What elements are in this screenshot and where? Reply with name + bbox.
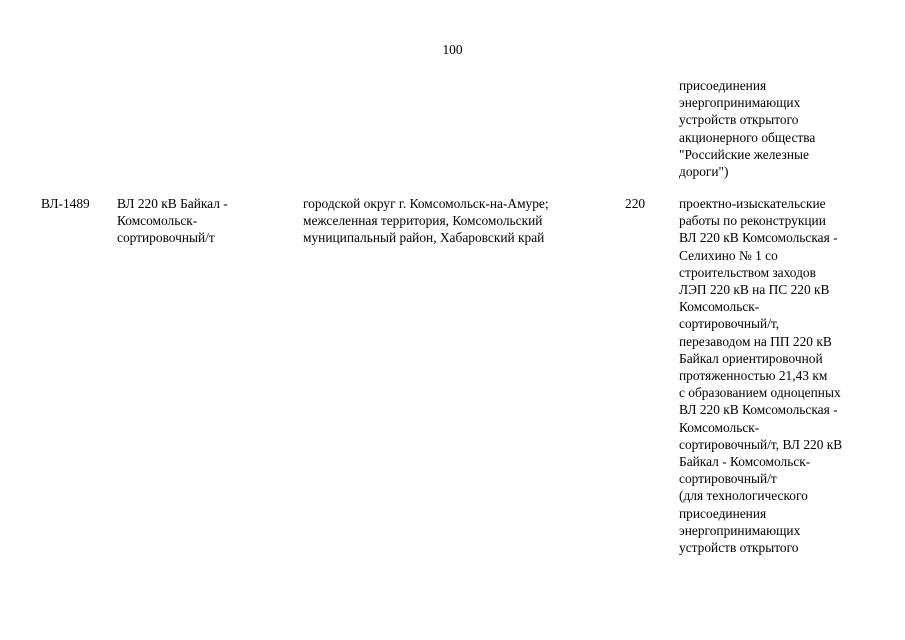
purpose-line: ВЛ 220 кВ Комсомольская -	[679, 230, 838, 246]
object-name-line: сортировочный/т	[117, 230, 215, 246]
purpose-line: Комсомольск-	[679, 299, 760, 315]
purpose-line: (для технологического	[679, 488, 808, 504]
purpose-line: сортировочный/т,	[679, 316, 780, 332]
purpose-cell	[679, 195, 842, 556]
purpose-line: Байкал ориентировочной	[679, 350, 823, 366]
location-cell	[303, 195, 549, 247]
purpose-line: перезаводом на ПП 220 кВ	[679, 333, 832, 349]
object-name-line: Комсомольск-	[117, 213, 198, 229]
purpose-line: строительством заходов	[679, 264, 816, 280]
voltage-value: 220	[625, 196, 646, 211]
purpose-line: устройств открытого	[679, 540, 799, 556]
location-line: межселенная территория, Комсомольский	[303, 213, 543, 229]
object-name-cell	[117, 195, 228, 247]
purpose-line: Байкал - Комсомольск-	[679, 454, 811, 470]
purpose-line: работы по реконструкции	[679, 213, 826, 229]
purpose-line: протяженностью 21,43 км	[679, 368, 828, 384]
continued-purpose-line: дороги")	[679, 164, 729, 180]
continued-purpose-line: присоединения	[679, 78, 767, 93]
continued-purpose-line: "Российские железные	[679, 146, 809, 162]
purpose-line: проектно-изыскательские	[679, 196, 826, 211]
voltage-cell	[625, 195, 645, 212]
continued-purpose-line: устройств открытого	[679, 112, 799, 128]
purpose-line: Комсомольск-	[679, 419, 760, 435]
continued-purpose-line: акционерного общества	[679, 129, 816, 145]
continued-purpose-cell	[679, 77, 815, 180]
purpose-line: сортировочный/т, ВЛ 220 кВ	[679, 436, 843, 452]
object-code: ВЛ-1489	[41, 196, 90, 211]
purpose-line: с образованием одноцепных	[679, 385, 841, 401]
purpose-line: ВЛ 220 кВ Комсомольская -	[679, 402, 838, 418]
page-number: 100	[442, 42, 463, 57]
continued-purpose-line: энергопринимающих	[679, 95, 801, 111]
purpose-line: Селихино № 1 со	[679, 247, 778, 263]
purpose-line: присоединения	[679, 505, 767, 521]
purpose-line: сортировочный/т	[679, 471, 777, 487]
object-code-cell	[41, 195, 90, 212]
location-line: муниципальный район, Хабаровский край	[303, 230, 545, 246]
location-line: городской округ г. Комсомольск-на-Амуре;	[303, 196, 549, 211]
purpose-line: энергопринимающих	[679, 522, 801, 538]
object-name-line: ВЛ 220 кВ Байкал -	[117, 196, 228, 211]
purpose-line: ЛЭП 220 кВ на ПС 220 кВ	[679, 282, 830, 298]
